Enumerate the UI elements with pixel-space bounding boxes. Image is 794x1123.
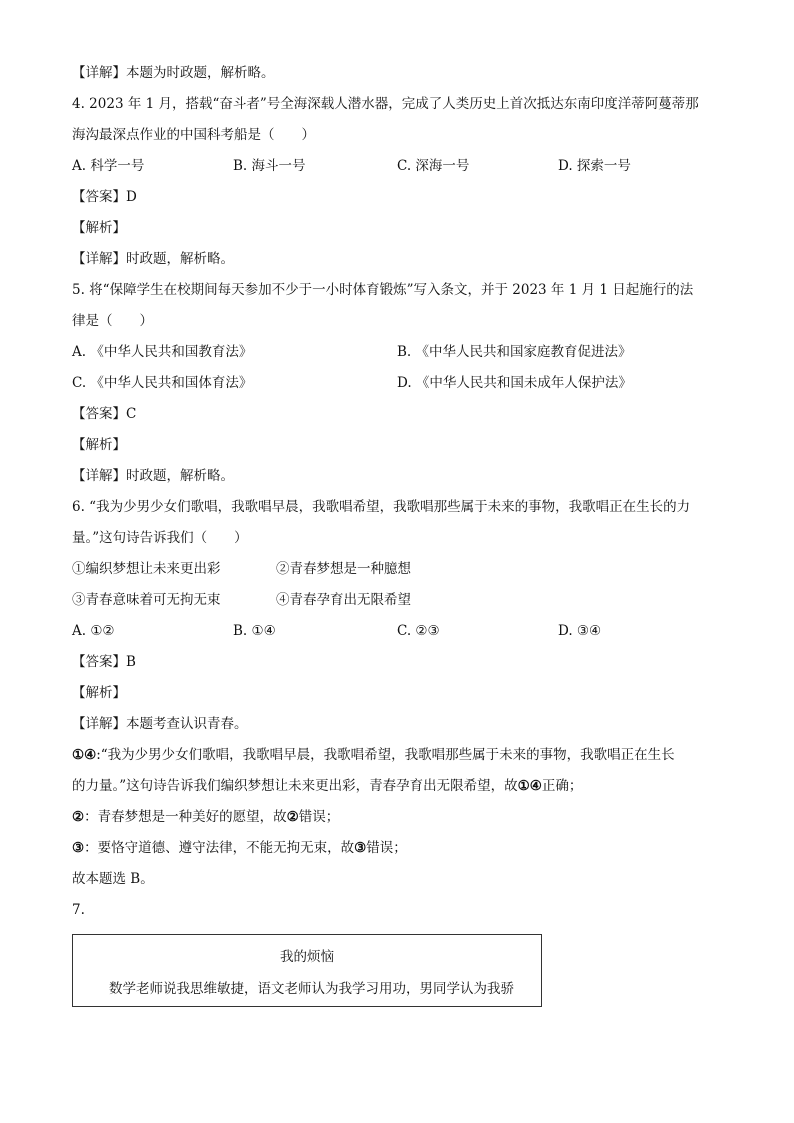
q6-explanation-1b: [72, 771, 722, 802]
q5-options-row1: [72, 337, 722, 368]
q6-option-b: B. ①④: [233, 623, 276, 639]
statement-mark: ③: [72, 840, 85, 856]
q6-option-c: C. ②③: [397, 623, 440, 639]
q6-statement-4: ④青春孕育出无限希望: [276, 592, 411, 608]
explanation-text: ：要恪守道德、遵守法律，不能无拘无束，故: [84, 840, 355, 856]
q6-statements-row1: [72, 554, 722, 585]
q4-option-b: B. 海斗一号: [233, 158, 306, 174]
q6-statement-3: ③青春意味着可无拘无束: [72, 592, 221, 608]
document-page: [72, 58, 722, 926]
q5-option-d: D. 《中华人民共和国未成年人保护法》: [397, 375, 632, 391]
q6-statements-row2: [72, 585, 722, 616]
q4-stem-line1: 4. 2023 年 1 月，搭载“奋斗者”号全海深载人潜水器，完成了人类历史上首次抵达东南印度洋蒂阿蔓蒂那: [72, 96, 699, 112]
statement-mark: ②: [286, 809, 299, 825]
q4-answer: 【答案】D: [72, 189, 137, 205]
explanation-text: ：青春梦想是一种美好的愿望，故: [84, 809, 287, 825]
box-body: 数学老师说我思维敏捷，语文老师认为我学习用功，男同学认为我骄: [109, 981, 514, 997]
q4-stem-line2: 海沟最深点作业的中国科考船是（ ）: [72, 127, 315, 143]
q6-explanation-1a: [72, 740, 722, 771]
explanation-text: 错误；: [366, 840, 407, 856]
box-title: 我的烦恼: [280, 949, 334, 965]
q6-statement-1: ①编织梦想让未来更出彩: [72, 561, 221, 577]
q6-conclusion: 故本题选 B。: [72, 871, 154, 887]
q5-option-b: B. 《中华人民共和国家庭教育促进法》: [397, 344, 632, 360]
q6-option-a: A. ①②: [72, 623, 115, 639]
q4-option-d: D. 探索一号: [558, 158, 631, 174]
q4-options: [72, 151, 722, 182]
q6-analysis: 【解析】: [72, 685, 126, 701]
explanation-text: 的力量。”这句诗告诉我们编织梦想让未来更出彩，青春孕育出无限希望，故: [72, 778, 518, 794]
explanation-text: 错误；: [298, 809, 340, 825]
q5-options-row2: [72, 368, 722, 399]
q6-answer: 【答案】B: [72, 654, 136, 670]
statement-mark: ①④: [517, 778, 542, 794]
q6-option-d: D. ③④: [558, 623, 602, 639]
q4-detail: 【详解】时政题，解析略。: [72, 251, 234, 267]
q6-statement-2: ②青春梦想是一种臆想: [276, 561, 411, 577]
q3-detail: 【详解】本题为时政题，解析略。: [72, 65, 275, 81]
q4-option-c: C. 深海一号: [397, 158, 470, 174]
statement-mark: ①④: [72, 747, 97, 763]
explanation-text: 正确；: [541, 778, 583, 794]
q5-option-a: A. 《中华人民共和国教育法》: [72, 344, 253, 360]
q5-stem-line2: 律是（ ）: [72, 313, 153, 329]
q6-explanation-3: [72, 833, 722, 864]
q5-answer: 【答案】C: [72, 406, 137, 422]
q6-stem-line1: 6. “我为少男少女们歌唱，我歌唱早晨，我歌唱希望，我歌唱那些属于未来的事物，我歌唱正在生长的力: [72, 499, 691, 515]
statement-mark: ③: [354, 840, 367, 856]
q4-option-a: A. 科学一号: [72, 158, 145, 174]
q7-number: 7.: [72, 902, 85, 918]
explanation-text: :“我为少男少女们歌唱，我歌唱早晨，我歌唱希望，我歌唱那些属于未来的事物，我歌唱正在生长: [96, 747, 675, 763]
q6-options: [72, 616, 722, 647]
q6-stem-line2: 量。”这句诗告诉我们（ ）: [72, 530, 248, 546]
q4-analysis: 【解析】: [72, 220, 126, 236]
q6-detail: 【详解】本题考查认识青春。: [72, 716, 248, 732]
q5-option-c: C. 《中华人民共和国体育法》: [72, 375, 253, 391]
q5-stem-line1: 5. 将“保障学生在校期间每天参加不少于一小时体育锻炼”写入条文，并于 2023 年 1 月 1 日起施行的法: [72, 282, 694, 298]
q7-material-box: [72, 934, 542, 1007]
q5-analysis: 【解析】: [72, 437, 126, 453]
statement-mark: ②: [72, 809, 85, 825]
q5-detail: 【详解】时政题，解析略。: [72, 468, 234, 484]
q6-explanation-2: [72, 802, 722, 833]
